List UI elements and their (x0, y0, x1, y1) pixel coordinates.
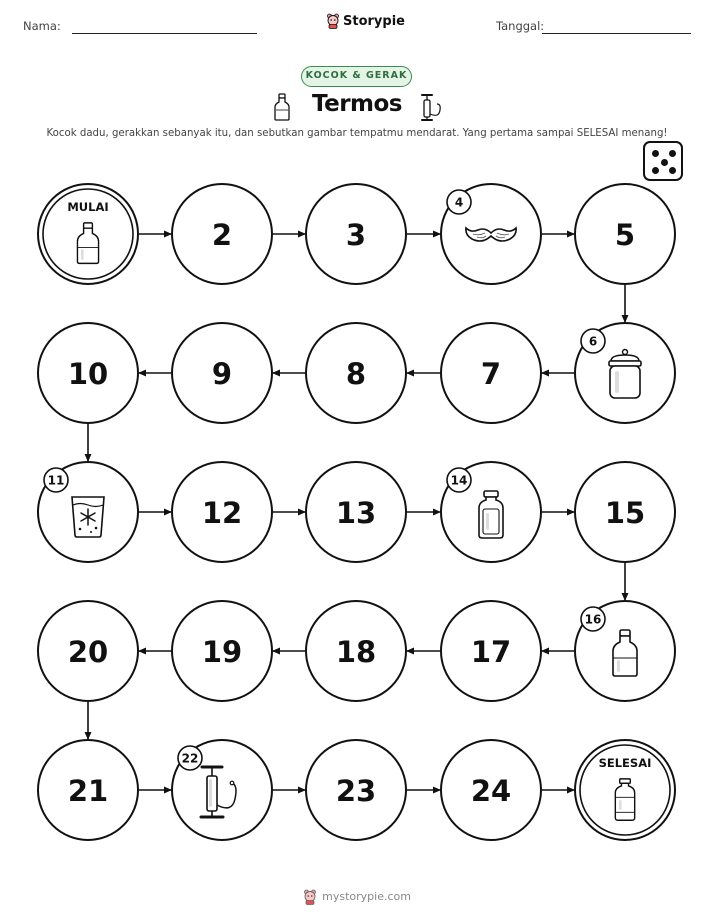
space-number: 10 (67, 357, 109, 391)
board-space-5 (575, 184, 675, 284)
space-number: 5 (614, 218, 636, 252)
space-number: 20 (67, 635, 109, 669)
space-number: 23 (335, 774, 377, 808)
board-space-15 (575, 462, 675, 562)
board-space-23 (306, 740, 406, 840)
space-number-badge: 11 (47, 473, 65, 488)
start-label: MULAI (67, 200, 109, 214)
board-space-20 (38, 601, 138, 701)
board-space-9 (172, 323, 272, 423)
board-space-22 (172, 740, 272, 840)
board-space-13 (306, 462, 406, 562)
jar-icon (609, 350, 641, 399)
space-number: 9 (211, 357, 233, 391)
board-space-16 (575, 601, 675, 701)
board-space-11 (38, 462, 138, 562)
board-space-1 (38, 184, 138, 284)
footer (0, 886, 714, 905)
space-number: 7 (480, 357, 502, 391)
space-number: 2 (211, 218, 233, 252)
space-number-badge: 4 (454, 195, 464, 210)
board-space-14 (441, 462, 541, 562)
date-label: Tanggal: (496, 19, 545, 33)
space-number: 18 (335, 635, 377, 669)
space-number-badge: 22 (181, 751, 199, 766)
footer-website: mystorypie.com (322, 890, 411, 903)
finish-label: SELESAI (598, 756, 652, 770)
space-number-badge: 16 (584, 612, 602, 627)
board-space-10 (38, 323, 138, 423)
space-number-badge: 14 (450, 473, 468, 488)
board-space-25 (575, 740, 675, 840)
board-space-12 (172, 462, 272, 562)
board-space-24 (441, 740, 541, 840)
board-space-3 (306, 184, 406, 284)
space-number: 15 (604, 496, 646, 530)
ice-water-glass-icon (72, 497, 104, 537)
storypie-mascot-icon (303, 889, 317, 905)
board-space-2 (172, 184, 272, 284)
page-title: Termos (311, 91, 403, 117)
game-type-badge: KOCOK & GERAK (301, 66, 412, 87)
space-number: 8 (345, 357, 367, 391)
space-number: 17 (470, 635, 512, 669)
instructions: Kocok dadu, gerakkan sebanyak itu, dan sebutkan gambar tempatmu mendarat. Yang pertama sampai SELESAI menang! (46, 128, 668, 139)
board-space-18 (306, 601, 406, 701)
space-number: 13 (335, 496, 377, 530)
board-space-4 (441, 184, 541, 284)
name-label: Nama: (23, 19, 61, 33)
board-space-8 (306, 323, 406, 423)
space-number: 12 (201, 496, 243, 530)
brand-name: Storypie (343, 13, 405, 29)
space-number: 3 (345, 218, 367, 252)
board-space-17 (441, 601, 541, 701)
board-space-19 (172, 601, 272, 701)
board-space-6 (575, 323, 675, 423)
space-number-badge: 6 (588, 334, 598, 349)
board-space-21 (38, 740, 138, 840)
space-number: 21 (67, 774, 109, 808)
space-number: 24 (470, 774, 512, 808)
space-number: 19 (201, 635, 243, 669)
board-space-7 (441, 323, 541, 423)
